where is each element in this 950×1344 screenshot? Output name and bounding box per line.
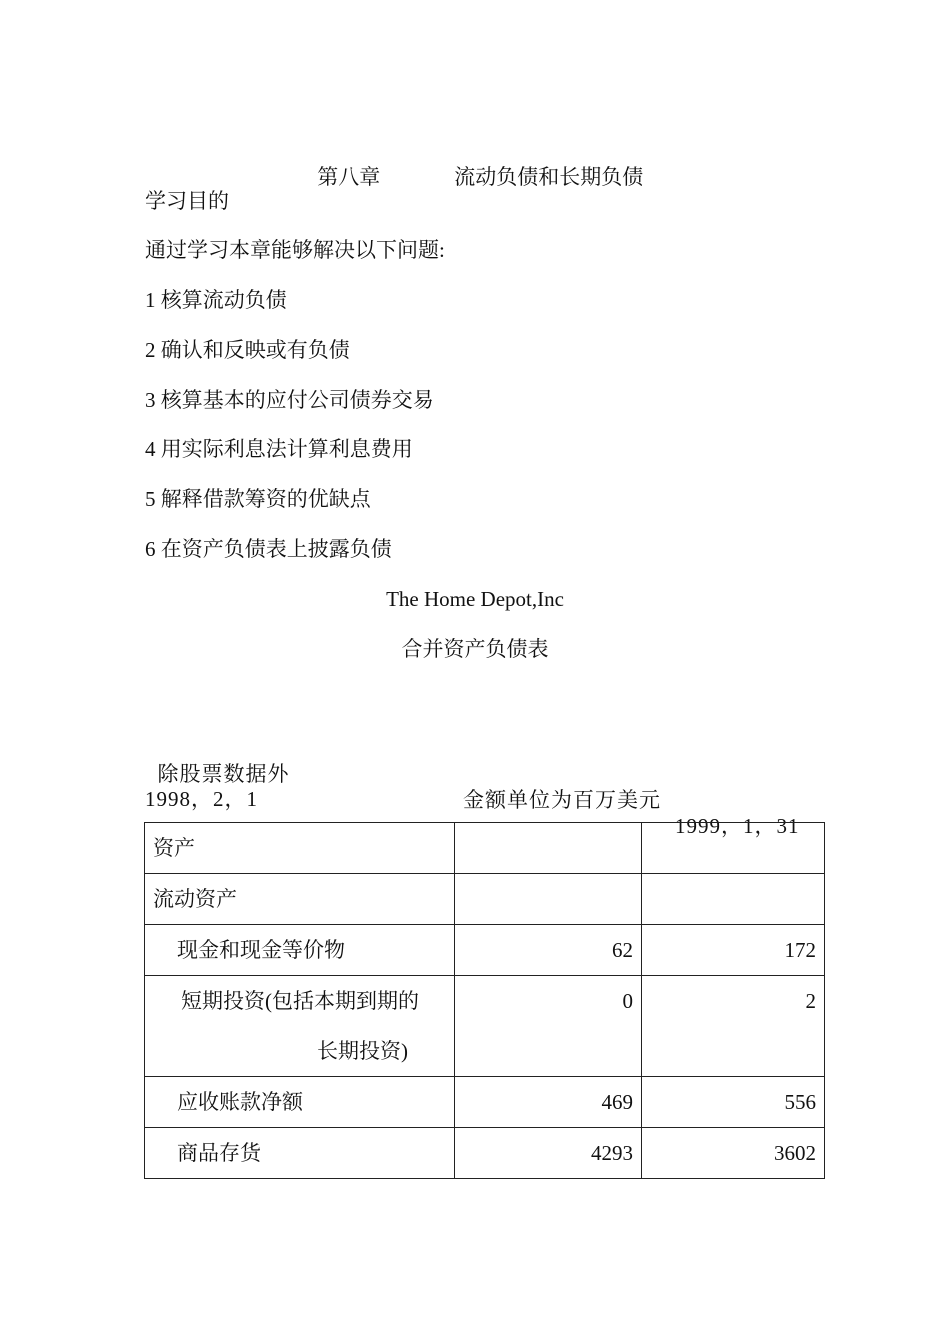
value-col1 xyxy=(455,823,642,874)
value-col1: 4293 xyxy=(455,1128,642,1179)
date-column-1: 1999，1，31 xyxy=(675,814,800,838)
date-column-2: 1998，2，1 xyxy=(145,787,258,811)
table-row xyxy=(145,874,825,925)
chapter-number: 第八章 xyxy=(317,165,381,189)
row-label-line2: 长期投资) xyxy=(317,1039,408,1063)
objective-item: 6 在资产负债表上披露负债 xyxy=(145,537,392,561)
value-col2 xyxy=(642,874,825,925)
objective-item: 2 确认和反映或有负债 xyxy=(145,338,350,362)
value-col1 xyxy=(455,874,642,925)
objective-item: 3 核算基本的应付公司债券交易 xyxy=(145,388,434,412)
statement-unit: 金额单位为百万美元 xyxy=(463,788,661,812)
row-label: 应收账款净额 xyxy=(145,1077,455,1128)
chapter-heading xyxy=(0,138,950,190)
value-col2 xyxy=(642,823,825,874)
value-col2: 172 xyxy=(642,925,825,976)
value-col1: 469 xyxy=(455,1077,642,1128)
table-row xyxy=(145,1077,825,1128)
row-label-line1: 短期投资(包括本期到期的 xyxy=(181,989,419,1013)
value-col2: 2 xyxy=(642,976,825,1077)
objective-item: 5 解释借款筹资的优缺点 xyxy=(145,487,371,511)
row-label xyxy=(145,976,455,1077)
statement-title: 合并资产负债表 xyxy=(401,637,549,661)
objective-item: 4 用实际利息法计算利息费用 xyxy=(145,437,413,461)
chapter-title: 流动负债和长期负债 xyxy=(454,165,644,189)
value-col1: 0 xyxy=(455,976,642,1077)
balance-sheet-table xyxy=(144,822,825,1179)
row-label: 流动资产 xyxy=(145,874,455,925)
row-label: 资产 xyxy=(145,823,455,874)
value-col2: 3602 xyxy=(642,1128,825,1179)
table-row xyxy=(145,1128,825,1179)
table-row xyxy=(145,823,825,874)
table-row xyxy=(145,925,825,976)
table-row xyxy=(145,976,825,1077)
objectives-heading: 学习目的 xyxy=(145,189,229,213)
row-label: 现金和现金等价物 xyxy=(145,925,455,976)
company-name: The Home Depot,Inc xyxy=(386,587,564,611)
objectives-intro: 通过学习本章能够解决以下问题: xyxy=(145,238,445,262)
statement-note: 除股票数据外 xyxy=(157,762,290,786)
value-col1: 62 xyxy=(455,925,642,976)
value-col2: 556 xyxy=(642,1077,825,1128)
row-label: 商品存货 xyxy=(145,1128,455,1179)
objective-item: 1 核算流动负债 xyxy=(145,288,287,312)
